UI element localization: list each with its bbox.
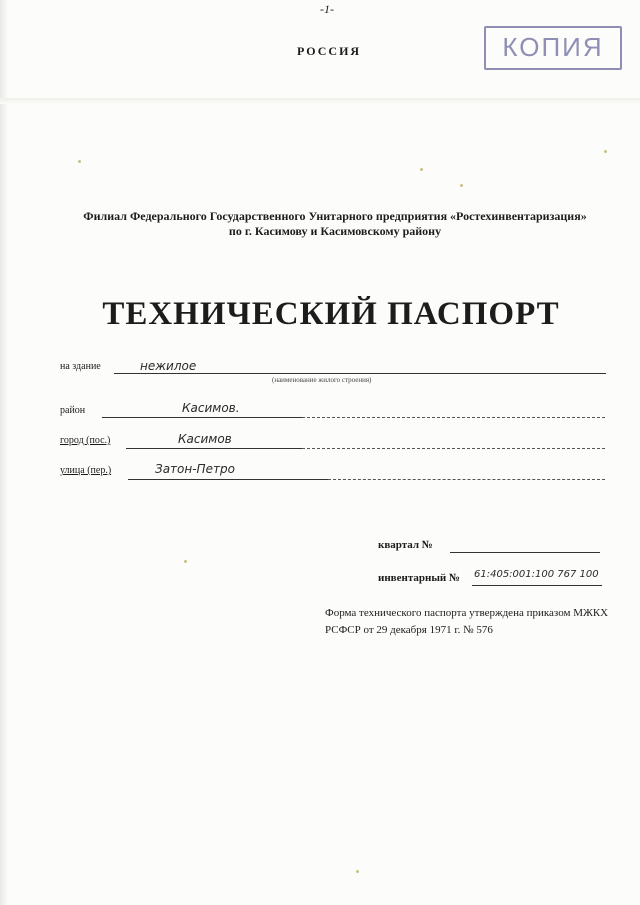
building-value: нежилое <box>140 359 197 373</box>
district-line-continuation <box>302 417 605 418</box>
quarter-label: квартал № <box>378 539 433 551</box>
district-value: Касимов. <box>182 401 240 415</box>
scan-speck <box>460 184 463 187</box>
district-label: район <box>60 405 86 416</box>
building-label: на здание <box>60 361 101 372</box>
scan-speck <box>184 560 187 563</box>
scan-speck <box>420 168 423 171</box>
organization-line-2: по г. Касимову и Касимовскому району <box>228 224 442 238</box>
building-sublabel: (наименование жилого строения) <box>272 376 372 384</box>
scan-edge-shadow <box>0 0 8 905</box>
street-value: Затон-Петро <box>155 462 235 476</box>
copy-stamp: КОПИЯ <box>484 26 622 70</box>
approval-note: Форма технического паспорта утверждена приказом МЖКХ РСФСР от 29 декабря 1971 г. № 576 <box>325 607 609 636</box>
street-line-continuation <box>328 479 605 480</box>
document-title: ТЕХНИЧЕСКИЙ ПАСПОРТ <box>102 296 560 332</box>
organization-line-1: Филиал Федерального Государственного Унитарного предприятия «Ростехинвентаризация» <box>83 209 587 223</box>
city-line <box>126 448 302 449</box>
building-line <box>114 373 606 374</box>
inventory-line <box>472 585 602 586</box>
page-number: -1- <box>320 2 334 16</box>
scan-band <box>0 98 640 104</box>
district-line <box>102 417 302 418</box>
street-line <box>128 479 328 480</box>
inventory-value: 61:405:001:100 767 100 <box>474 569 599 580</box>
city-value: Касимов <box>178 432 232 446</box>
city-label: город (пос.) <box>60 435 111 446</box>
street-label: улица (пер.) <box>60 465 112 476</box>
organization-heading <box>40 209 630 239</box>
scan-speck <box>78 160 81 163</box>
quarter-line <box>450 552 600 553</box>
country-heading: РОССИЯ <box>297 44 362 58</box>
city-line-continuation <box>302 448 605 449</box>
scan-speck <box>604 150 607 153</box>
scan-speck <box>356 870 359 873</box>
inventory-label: инвентарный № <box>378 572 461 584</box>
